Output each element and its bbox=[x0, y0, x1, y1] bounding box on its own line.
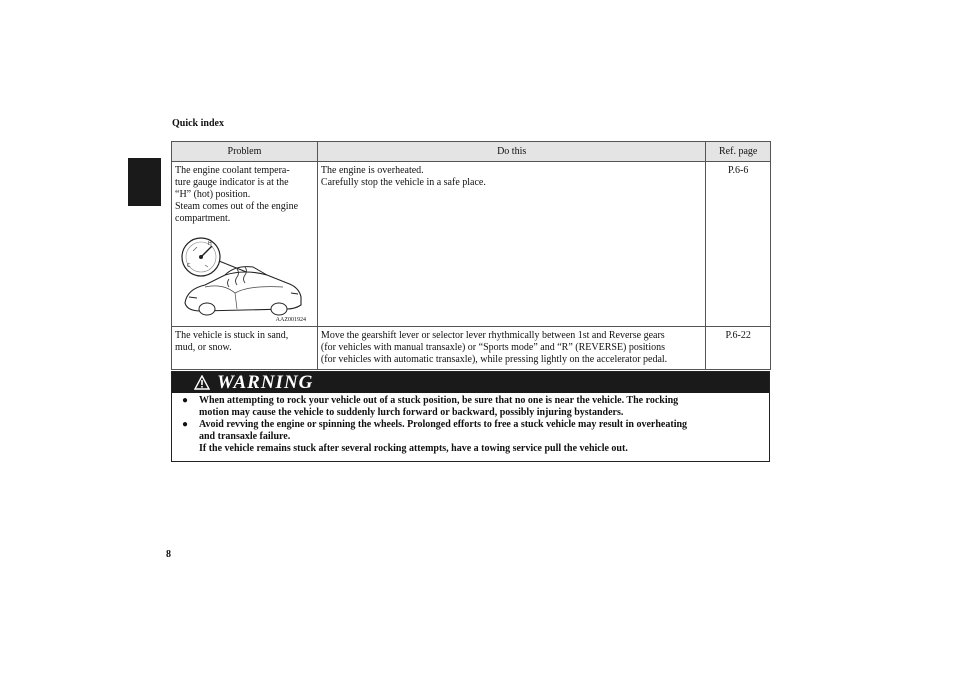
problem-line: mud, or snow. bbox=[175, 342, 232, 353]
problem-line: Steam comes out of the engine bbox=[175, 201, 299, 212]
table-row bbox=[172, 162, 771, 327]
problem-cell bbox=[172, 162, 318, 327]
problem-line: ture gauge indicator is at the bbox=[175, 177, 289, 188]
do-line: The engine is overheated. bbox=[320, 165, 424, 176]
svg-text:H: H bbox=[208, 241, 212, 247]
do-line: Carefully stop the vehicle in a safe place. bbox=[320, 177, 486, 188]
do-this-cell bbox=[317, 162, 705, 327]
ref-page-cell: P.6-6 bbox=[706, 162, 771, 327]
overheating-illustration bbox=[175, 231, 308, 323]
problem-line: “H” (hot) position. bbox=[175, 189, 251, 200]
table-row bbox=[172, 327, 771, 370]
chapter-tab bbox=[128, 158, 161, 206]
page-number: 8 bbox=[166, 549, 171, 560]
svg-text:C: C bbox=[187, 263, 191, 269]
warning-line: and transaxle failure. bbox=[199, 431, 291, 442]
do-line: (for vehicles with automatic transaxle), while pressing lightly on the accelerator pedal. bbox=[320, 354, 668, 365]
warning-triangle-icon bbox=[194, 375, 210, 390]
warning-line: motion may cause the vehicle to suddenly lurch forward or backward, possibly injuring bystanders. bbox=[199, 407, 624, 418]
warning-list bbox=[172, 395, 769, 455]
header-do-this: Do this bbox=[317, 142, 705, 162]
problem-line: The engine coolant tempera- bbox=[175, 165, 290, 176]
do-line: (for vehicles with manual transaxle) or “Sports mode” and “R” (REVERSE) positions bbox=[320, 342, 666, 353]
warning-item bbox=[172, 419, 769, 455]
table-header-row bbox=[172, 142, 771, 162]
warning-line: Avoid revving the engine or spinning the wheels. Prolonged efforts to free a stuck vehicle may result in overheating bbox=[199, 419, 688, 430]
do-line: Move the gearshift lever or selector lever rhythmically between 1st and Reverse gears bbox=[320, 330, 665, 341]
warning-title: WARNING bbox=[217, 372, 314, 393]
warning-item bbox=[172, 395, 769, 419]
do-this-cell bbox=[317, 327, 705, 370]
problem-cell bbox=[172, 327, 318, 370]
problem-line: The vehicle is stuck in sand, bbox=[175, 330, 289, 341]
quick-index-table bbox=[171, 141, 771, 370]
ref-page-cell: P.6-22 bbox=[706, 327, 771, 370]
overheating-car-icon bbox=[175, 231, 308, 323]
warning-header bbox=[172, 372, 769, 393]
bullet-icon: ● bbox=[182, 395, 189, 406]
warning-line: If the vehicle remains stuck after several rocking attempts, have a towing service pull the vehicle out. bbox=[199, 443, 628, 454]
problem-line: compartment. bbox=[175, 213, 231, 224]
bullet-icon: ● bbox=[182, 419, 189, 430]
warning-box bbox=[171, 371, 770, 462]
figure-code: AAZ001924 bbox=[275, 317, 306, 323]
warning-line: When attempting to rock your vehicle out of a stuck position, be sure that no one is near the vehicle. The rocking bbox=[199, 395, 679, 406]
running-head: Quick index bbox=[172, 118, 224, 129]
header-ref-page: Ref. page bbox=[706, 142, 771, 162]
header-problem: Problem bbox=[172, 142, 318, 162]
